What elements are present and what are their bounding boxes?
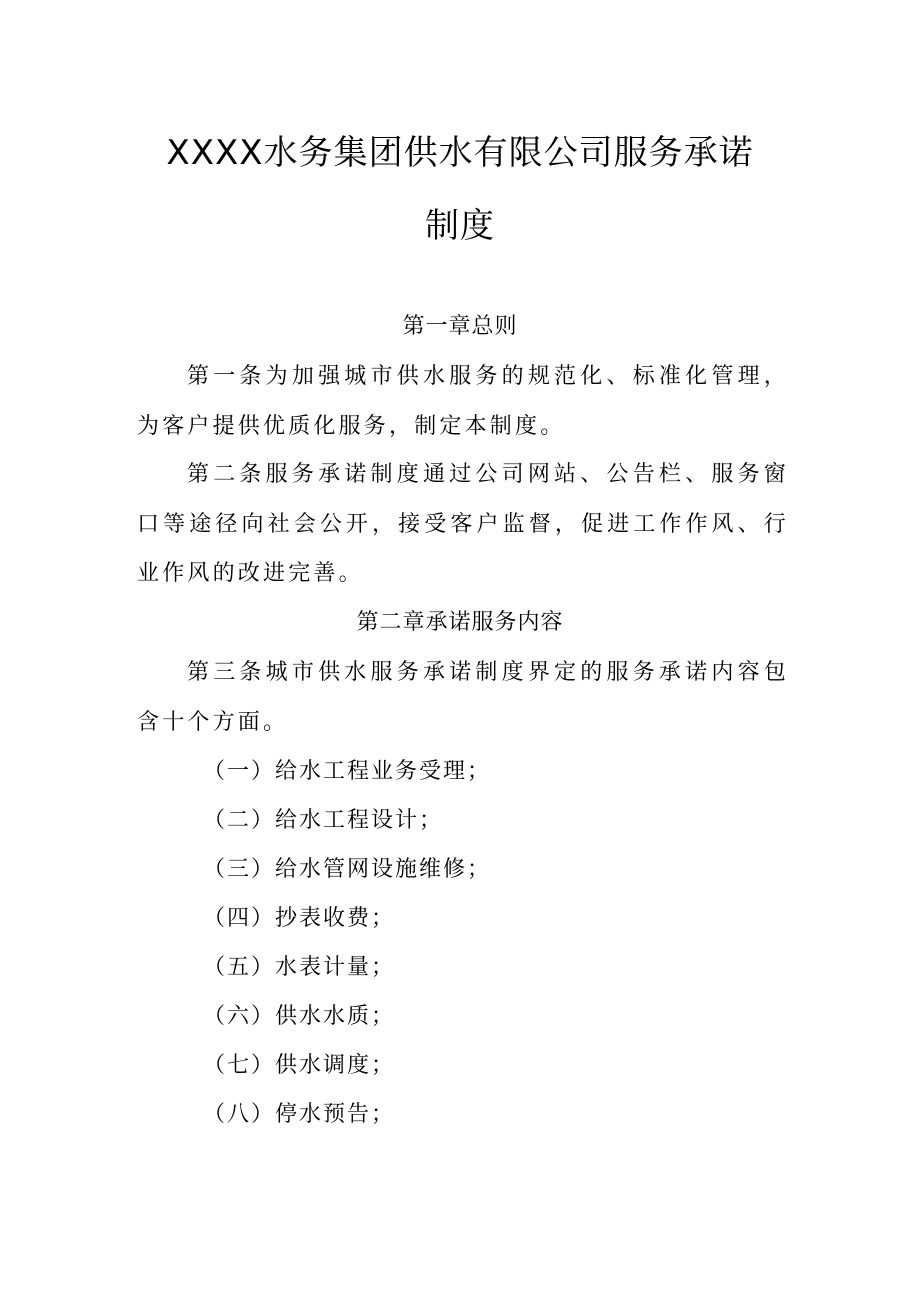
article2-paragraph: 第二条服务承诺制度通过公司网站、公告栏、服务窗口等途径向社会公开，接受客户监督，促进工作作风、行业作风的改进完善。 — [137, 462, 789, 586]
list-item: （六）供水水质； — [203, 1004, 396, 1029]
article1-paragraph: 第一条为加强城市供水服务的规范化、标准化管理，为客户提供优质化服务，制定本制度。 — [137, 364, 789, 439]
list-item: （四）抄表收费； — [203, 906, 396, 931]
chapter2-heading: 第二章承诺服务内容 — [356, 610, 564, 635]
article3-paragraph: 第三条城市供水服务承诺制度界定的服务承诺内容包含十个方面。 — [137, 660, 789, 735]
list-item: （七）供水调度； — [203, 1053, 396, 1078]
document-title-line2: 制度 — [425, 206, 495, 246]
list-item: （八）停水预告； — [203, 1102, 396, 1127]
list-item: （二）给水工程设计； — [203, 808, 444, 833]
list-item: （五）水表计量； — [203, 955, 396, 980]
list-item: （一）给水工程业务受理； — [203, 759, 492, 784]
chapter1-heading: 第一章总则 — [402, 314, 518, 339]
document-title-line1: XXXX水务集团供水有限公司服务承诺 — [166, 133, 754, 173]
list-item: （三）给水管网设施维修； — [203, 857, 492, 882]
